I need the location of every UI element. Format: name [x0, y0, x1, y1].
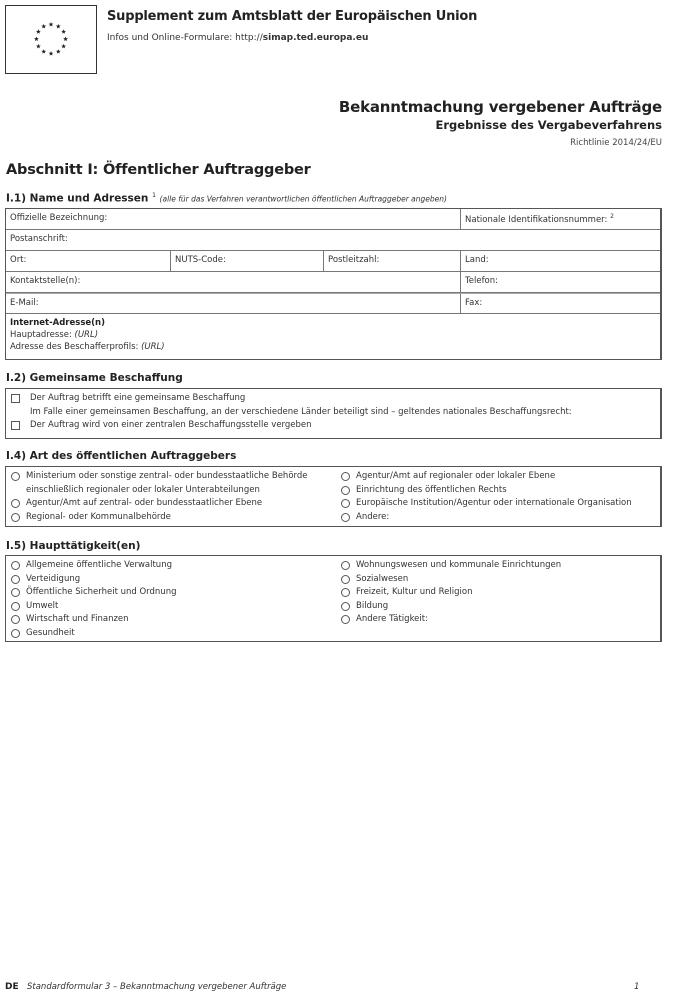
- document-subtitle: Ergebnisse des Vergabeverfahrens: [435, 118, 662, 132]
- radio-icon[interactable]: [341, 486, 350, 495]
- star-icon: [56, 24, 61, 29]
- radio-icon[interactable]: [341, 561, 350, 570]
- i4-option-label: [26, 470, 307, 497]
- radio-icon[interactable]: [341, 615, 350, 624]
- radio-icon[interactable]: [341, 472, 350, 481]
- i5-option-label: Sozialwesen: [356, 573, 409, 584]
- central-purchasing-label: Der Auftrag wird von einer zentralen Beschaffungsstelle vergeben: [30, 420, 312, 430]
- i5-option-label: Andere Tätigkeit:: [356, 614, 428, 624]
- table-row: [6, 251, 660, 272]
- main-address-field[interactable]: [10, 329, 656, 341]
- star-icon: [41, 24, 46, 29]
- i4-box: [5, 466, 662, 527]
- radio-icon[interactable]: [11, 472, 20, 481]
- i4-option-label: Einrichtung des öffentlichen Rechts: [356, 484, 507, 495]
- i5-option-label: Wirtschaft und Finanzen: [26, 614, 129, 624]
- national-id-field[interactable]: [461, 209, 660, 229]
- star-icon: [63, 36, 68, 41]
- internet-heading: Internet-Adresse(n): [10, 318, 105, 328]
- i4-option-label: Andere:: [356, 511, 390, 522]
- joint-procurement-label: Der Auftrag betrifft eine gemeinsame Beschaffung: [30, 393, 246, 403]
- i5-option[interactable]: [11, 613, 176, 627]
- i1-heading: [6, 192, 447, 205]
- info-line: [107, 33, 368, 43]
- fax-field[interactable]: Fax:: [465, 298, 483, 308]
- table-row: [6, 230, 660, 251]
- radio-icon[interactable]: [11, 629, 20, 638]
- i5-option[interactable]: [341, 586, 561, 600]
- table-row: [6, 272, 660, 293]
- buyer-profile-label: Adresse des Beschafferprofils:: [10, 342, 139, 352]
- town-field[interactable]: Ort:: [6, 251, 171, 271]
- national-id-label: Nationale Identifikationsnummer:: [465, 214, 608, 225]
- joint-procurement-option[interactable]: [11, 392, 655, 406]
- i5-box: [5, 555, 662, 642]
- star-icon: [41, 49, 46, 54]
- central-purchasing-checkbox[interactable]: [11, 421, 20, 430]
- radio-icon[interactable]: [11, 602, 20, 611]
- i5-option[interactable]: [341, 559, 561, 573]
- i5-right-column: [341, 559, 561, 627]
- radio-icon[interactable]: [11, 513, 20, 522]
- i4-option[interactable]: [11, 497, 307, 511]
- info-prefix: Infos und Online-Formulare: http://: [107, 33, 263, 43]
- contact-field[interactable]: Kontaktstelle(n):: [6, 272, 461, 292]
- i4-option[interactable]: [341, 511, 632, 525]
- eu-flag-icon: [5, 5, 97, 74]
- document-title: Bekanntmachung vergebener Aufträge: [338, 98, 662, 116]
- page-number: 1: [634, 982, 640, 992]
- star-icon: [61, 44, 66, 49]
- i4-option-label: Agentur/Amt auf zentral- oder bundesstaatlicher Ebene: [26, 498, 263, 508]
- i1-heading-text: I.1) Name und Adressen: [6, 192, 149, 205]
- table-row: [6, 293, 660, 314]
- i5-option[interactable]: [11, 627, 176, 641]
- star-icon: [49, 22, 54, 27]
- i5-option[interactable]: [341, 600, 561, 614]
- star-icon: [36, 44, 41, 49]
- email-field[interactable]: E-Mail:: [6, 294, 461, 313]
- buyer-profile-hint: (URL): [141, 342, 165, 352]
- i5-option[interactable]: [11, 600, 176, 614]
- radio-icon[interactable]: [341, 513, 350, 522]
- i5-option-label: Öffentliche Sicherheit und Ordnung: [26, 587, 177, 597]
- i4-option-line: einschließlich regionaler oder lokaler Unterabteilungen: [26, 484, 260, 495]
- internet-addresses: [6, 314, 660, 356]
- i4-option-label: Regional- oder Kommunalbehörde: [26, 511, 171, 522]
- joint-procurement-note: Im Falle einer gemeinsamen Beschaffung, an der verschiedene Länder beteiligt sind – geltendes nationales Beschaffungsrecht:: [30, 406, 572, 417]
- radio-icon[interactable]: [11, 499, 20, 508]
- directive-label: Richtlinie 2014/24/EU: [570, 138, 662, 148]
- table-row: [6, 209, 660, 230]
- i4-option-line: Ministerium oder sonstige zentral- oder bundesstaatliche Behörde: [26, 471, 308, 481]
- i5-option-label: Verteidigung: [26, 573, 81, 584]
- radio-icon[interactable]: [11, 588, 20, 597]
- section-title: Abschnitt I: Öffentlicher Auftraggeber: [6, 162, 311, 178]
- radio-icon[interactable]: [341, 499, 350, 508]
- i4-option[interactable]: [11, 511, 307, 525]
- postcode-field[interactable]: Postleitzahl:: [324, 251, 461, 271]
- i1-footnote: 1: [152, 192, 156, 199]
- i5-option-label: Allgemeine öffentliche Verwaltung: [26, 560, 172, 570]
- main-address-label: Hauptadresse:: [10, 330, 72, 340]
- phone-field[interactable]: Telefon:: [465, 276, 499, 286]
- country-field[interactable]: Land:: [465, 255, 489, 265]
- i5-option[interactable]: [11, 559, 176, 573]
- i2-box: [5, 388, 662, 439]
- i5-option[interactable]: [11, 586, 176, 600]
- i2-heading: I.2) Gemeinsame Beschaffung: [6, 372, 183, 384]
- i4-heading: I.4) Art des öffentlichen Auftraggebers: [6, 450, 237, 462]
- star-icon: [34, 36, 39, 41]
- i5-option-label: Freizeit, Kultur und Religion: [356, 587, 473, 597]
- i5-option-label: Bildung: [356, 600, 389, 611]
- supplement-title: Supplement zum Amtsblatt der Europäischen Union: [107, 9, 478, 24]
- i5-option[interactable]: [341, 613, 561, 627]
- star-icon: [61, 29, 66, 34]
- i1-note: (alle für das Verfahren verantwortlichen öffentlichen Auftraggeber angeben): [159, 194, 447, 204]
- i5-option-label: Wohnungswesen und kommunale Einrichtungen: [356, 560, 562, 570]
- i4-option[interactable]: [341, 484, 632, 498]
- radio-icon[interactable]: [11, 575, 20, 584]
- radio-icon[interactable]: [341, 575, 350, 584]
- postal-address-field[interactable]: Postanschrift:: [10, 234, 68, 244]
- eu-stars-icon: [6, 6, 96, 73]
- radio-icon[interactable]: [11, 615, 20, 624]
- i4-option[interactable]: [11, 470, 307, 497]
- central-purchasing-option[interactable]: [11, 419, 655, 433]
- radio-icon[interactable]: [341, 588, 350, 597]
- i1-address-table: [5, 208, 662, 360]
- i5-option[interactable]: [341, 573, 561, 587]
- i5-left-column: [11, 559, 176, 640]
- national-id-footnote: 2: [610, 213, 614, 220]
- radio-icon[interactable]: [11, 561, 20, 570]
- i4-option[interactable]: [341, 470, 632, 484]
- i4-option-label: Agentur/Amt auf regionaler oder lokaler Ebene: [356, 471, 556, 481]
- footer-language: DE: [5, 982, 19, 992]
- simap-link[interactable]: simap.ted.europa.eu: [262, 33, 369, 43]
- radio-icon[interactable]: [341, 602, 350, 611]
- i5-option-label: Gesundheit: [26, 627, 75, 638]
- i5-option-label: Umwelt: [26, 600, 59, 611]
- buyer-profile-field[interactable]: [10, 341, 656, 353]
- i4-option-label: Europäische Institution/Agentur oder internationale Organisation: [356, 498, 632, 508]
- star-icon: [49, 51, 54, 56]
- official-name-field[interactable]: Offizielle Bezeichnung:: [6, 209, 461, 229]
- i4-option[interactable]: [341, 497, 632, 511]
- footer-form-name: Standardformular 3 – Bekanntmachung vergebener Aufträge: [27, 982, 287, 992]
- i4-right-column: [341, 470, 632, 524]
- main-address-hint: (URL): [74, 330, 99, 340]
- star-icon: [36, 29, 41, 34]
- joint-procurement-checkbox[interactable]: [11, 394, 20, 403]
- i5-option[interactable]: [11, 573, 176, 587]
- i5-heading: I.5) Haupttätigkeit(en): [6, 540, 141, 552]
- i4-left-column: [11, 470, 307, 524]
- star-icon: [56, 49, 61, 54]
- nuts-code-field[interactable]: NUTS-Code:: [171, 251, 324, 271]
